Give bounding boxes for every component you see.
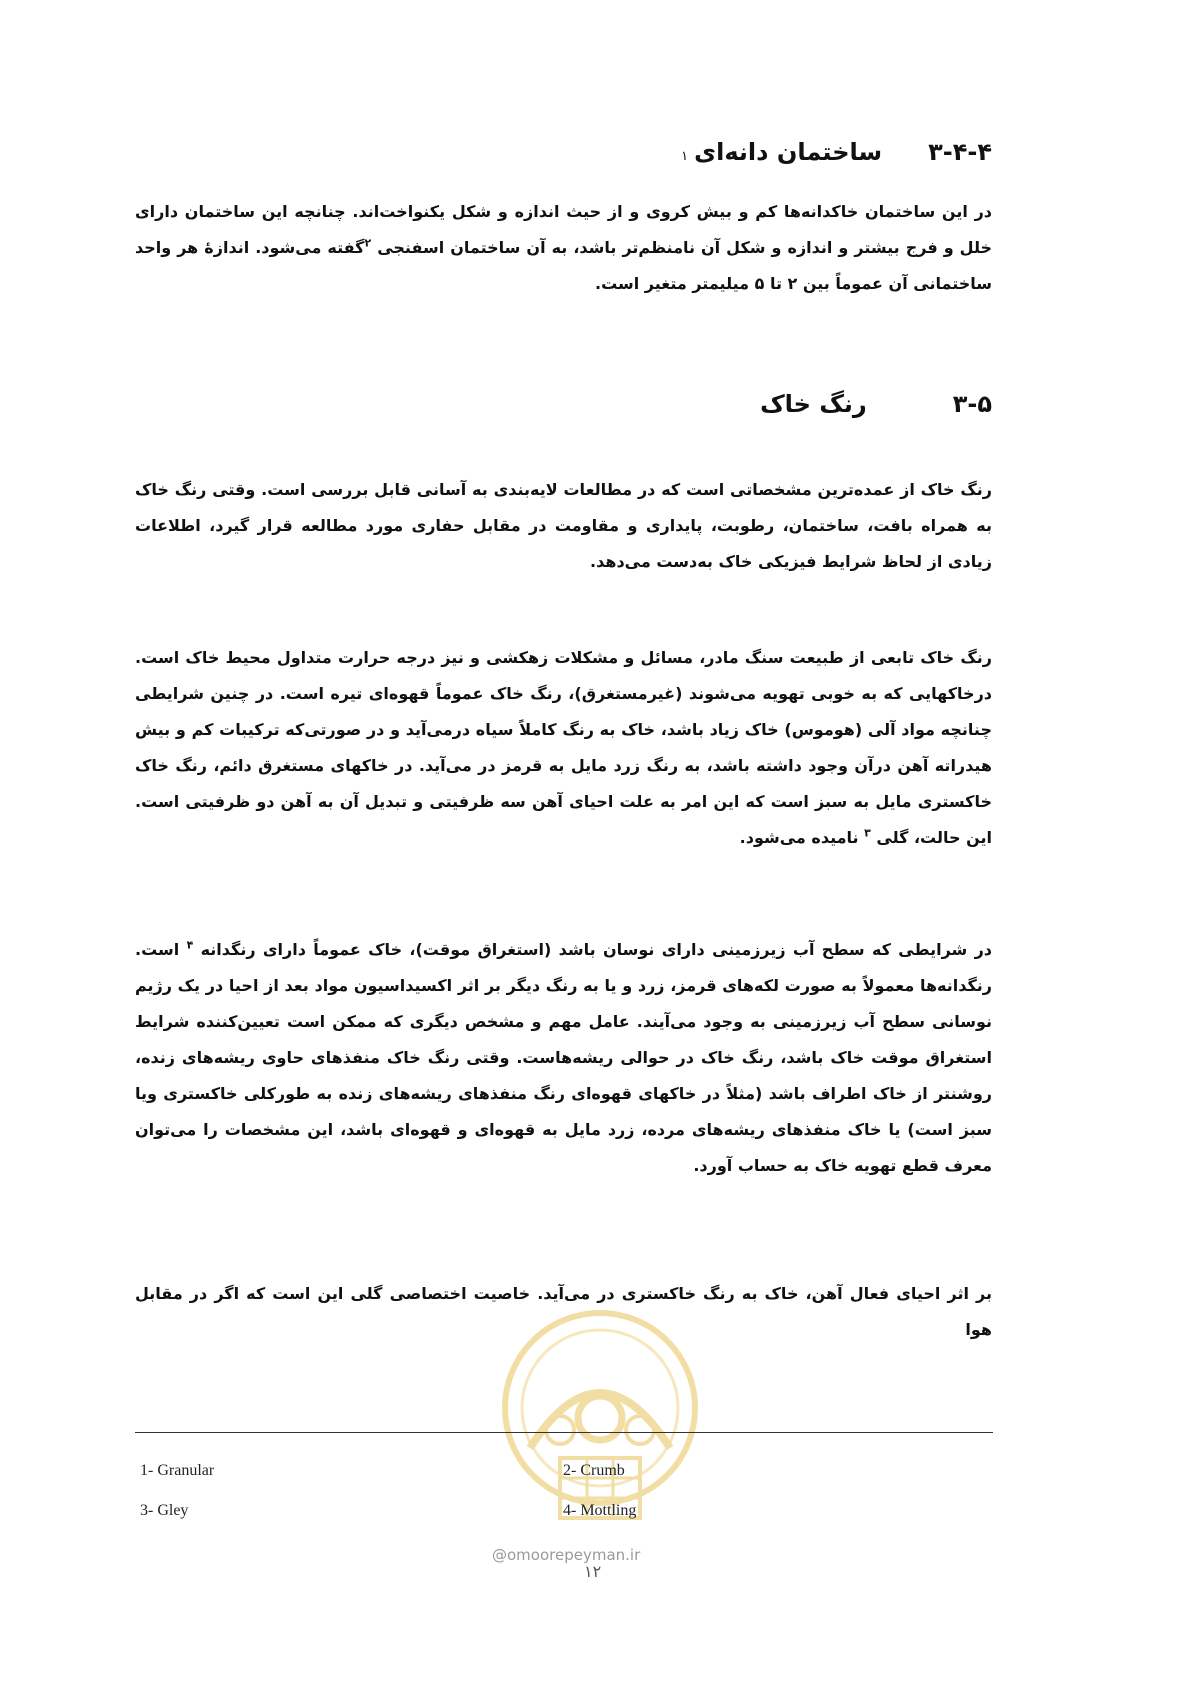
section-number: ۳-۴-۴ [928,138,992,166]
paragraph-soil-color-2 [135,640,992,856]
scale-icon [546,1416,574,1444]
paragraph-granular [135,194,992,302]
gear-icon [578,1396,622,1440]
paragraph-text: در این ساختمان خاکدانه‌ها کم و بیش کروی و از حیث اندازه و شکل یکنواخت‌اند. چنانچه این ساختمان دارای خلل و فرج بیشتر و اندازه و شکل آن نامنظم‌تر باشد، به آن ساختمان اسفنجی [135,202,993,257]
section-title: رنگ خاک [760,390,867,418]
footnote-3: 3- Gley [140,1502,189,1519]
paragraph-soil-color-4: بر اثر احیای فعال آهن، خاک به رنگ خاکستری در می‌آید. خاصیت اختصاصی گلی این است که اگر در مقابل هوا [135,1284,992,1339]
footnote-ref: ۱ [681,149,689,164]
footnote-1: 1- Granular [140,1462,215,1479]
footnote-ref: ۳ [864,826,871,840]
footnote-2: 2- Crumb [563,1462,625,1479]
page-number: ۱۲ [584,1562,602,1581]
section-heading-soil-color [760,390,992,418]
paragraph-text: گفته می‌شود. اندازهٔ هر واحد ساختمانی آن عموماً بین ۲ تا ۵ میلیمتر متغیر است. [135,238,992,293]
paragraph-soil-color-1: رنگ خاک از عمده‌ترین مشخصاتی است که در مطالعات لایه‌بندی به آسانی قابل بررسی است. وقتی رنگ خاک به همراه بافت، ساختمان، رطوبت، پایداری و مقاومت در مقابل حفاری مورد مطالعه قرار گیرد، اطلاعات زیادی از لحاظ شرایط فیزیکی خاک به‌دست می‌دهد. [135,480,992,571]
footnote-ref: ۴ [186,938,194,952]
section-heading-granular [681,138,992,166]
footnote-4: 4- Mottling [563,1502,637,1519]
watermark-url: @omoorepeyman.ir [492,1546,641,1564]
paragraph-soil-color-3 [135,932,992,1184]
paragraph-text: در شرایطی که سطح آب زیرزمینی دارای نوسان باشد (استغراق موقت)، خاک عموماً دارای رنگدانه [193,940,992,959]
paragraph-text: نامیده می‌شود. [739,828,865,847]
section-title: ساختمان دانه‌ای [694,138,883,166]
section-number: ۳-۵ [952,390,992,418]
footnote-separator [135,1432,993,1433]
paragraph-text: رنگ خاک تابعی از طبیعت سنگ مادر، مسائل و مشکلات زهکشی و نیز درجه حرارت متداول محیط خاک است. درخاکهایی که به خوبی تهویه می‌شوند (غیرمستغرق)، رنگ خاک عموماً قهوه‌ای تیره است. در چنین شرایطی چنانچه مواد آلی (هوموس) خاک زیاد باشد، خاک به رنگ کاملاً سیاه درمی‌آید و در صورتی‌که ترکیبات کم و بیش هیدراته آهن درآن وجود داشته باشد، به رنگ زرد مایل به قرمز در می‌آید. در خاکهای مستغرق دائم، رنگ خاک خاکستری مایل به سبز است که این امر به علت احیای آهن سه ظرفیتی و تبدیل آن به آهن دو ظرفیتی است. این حالت، گلی [135,648,992,847]
paragraph-text: است. رنگدانه‌ها معمولاً به صورت لکه‌های قرمز، زرد و یا به رنگ دیگر بر اثر اکسیداسیون مواد بعد از احیا در یک رژیم نوسانی سطح آب زیرزمینی به وجود می‌آیند. عامل مهم و مشخص دیگری که ممکن است تعیین‌کننده شرایط استغراق موقت خاک باشد، رنگ خاک در حوالی ریشه‌هاست. وقتی رنگ خاک منفذهای حاوی ریشه‌های زنده، روشنتر از خاک اطراف باشد (مثلاً در خاکهای قهوه‌ای رنگ منفذهای ریشه‌های زنده به طورکلی خاکستری ویا سبز است) یا خاک منفذهای ریشه‌های مرده، زرد مایل به قهوه‌ای و قهوه‌ای باشد، این مشخصات را می‌توان معرف قطع تهویه خاک به حساب آورد. [135,940,992,1175]
footnote-ref: ۲ [364,236,372,250]
flask-icon [626,1416,654,1444]
